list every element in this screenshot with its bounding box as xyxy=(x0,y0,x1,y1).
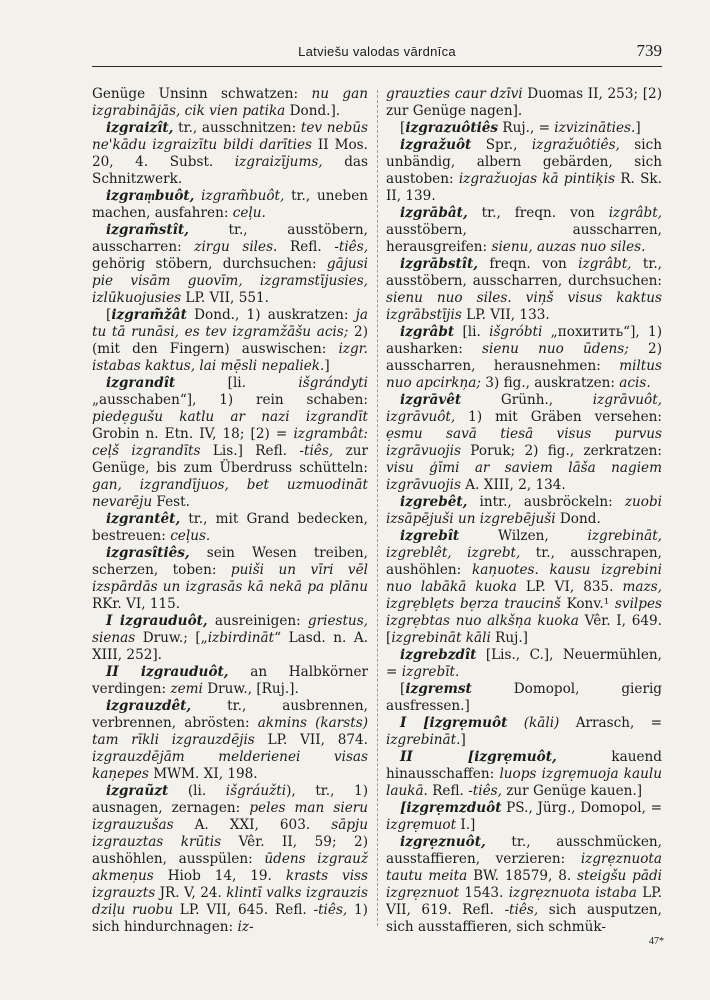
headword: izgram̃žât xyxy=(111,307,187,323)
entry-text: intr., ausbröckeln: xyxy=(467,494,625,510)
dictionary-entry xyxy=(386,256,662,324)
entry-text: ] xyxy=(635,120,641,136)
example-text: izgražuôtiês, xyxy=(531,137,620,153)
dictionary-entry xyxy=(386,647,662,681)
entry-text: Dond., 1) auskratzen: xyxy=(186,307,356,323)
example-text: piedẹgušu katlu ar nazi izgrandīt xyxy=(92,409,368,425)
entry-text: an Halbkörner verdingen: xyxy=(92,664,368,697)
example-text: grauzties caur dzīvi xyxy=(386,86,523,102)
headword: izgram̃stît, xyxy=(106,222,189,238)
dictionary-entry xyxy=(386,749,662,800)
entry-text: das Schnitzwerk. xyxy=(92,154,368,187)
example-text: svilpes izgrẹbtas nuo alkšņa kuoka xyxy=(386,596,662,629)
example-text: -tiês, xyxy=(334,239,369,255)
entry-text: 1) mit Gräben versehen: xyxy=(455,409,662,425)
entry-text: R. Sk. II, 139. xyxy=(386,171,662,204)
example-text: gan, izgrandījuos, bet uzmuodināt nevarēju xyxy=(92,477,368,510)
example-text: zemi xyxy=(170,681,203,697)
example-text: sienu nuo ūdens; xyxy=(482,341,629,357)
entry-text: Fest. xyxy=(152,494,190,510)
entry-text: ] xyxy=(460,732,466,748)
entry-text: MWM. XI, 198. xyxy=(148,766,258,782)
entry-text: A. XIII, 2, 134. xyxy=(460,477,566,493)
example-text: acis. xyxy=(619,375,651,391)
dictionary-entry xyxy=(386,681,662,715)
entry-text: zur Genüge, bis zum Überdruss schütteln: xyxy=(92,443,368,476)
entry-text: tr., ausstöbern, ausscharren, durchsuchen: xyxy=(386,256,662,289)
dictionary-entry xyxy=(386,137,662,205)
entry-text: [li. xyxy=(175,375,299,391)
example-text: izgrâbt, xyxy=(608,205,662,221)
example-text: visu ģīmi ar saviem lāša nagiem izgrāvuojis xyxy=(386,460,662,493)
example-text: ceļus. xyxy=(170,528,211,544)
entry-text: ] xyxy=(324,358,330,374)
entry-text: [Lis., C.], Neuermühlen, = xyxy=(386,647,662,680)
entry-text: [ xyxy=(400,120,406,136)
dictionary-entry xyxy=(92,783,368,936)
example-text: gājusi pie visām guovīm, izgramstījusies, izlūkuojusies xyxy=(92,256,368,306)
example-text: izvizināties. xyxy=(554,120,636,136)
entry-text: sein Wesen treiben, scherzen, toben: xyxy=(92,545,368,578)
entry-text: Arrasch, = xyxy=(559,715,662,731)
headword: izgrābstît, xyxy=(400,256,478,272)
entry-text: Duomas II, 253; [2) zur Genüge nagen]. xyxy=(386,86,662,119)
headword: izgražuôt xyxy=(400,137,472,153)
example-text: -tiês, xyxy=(299,443,334,459)
example-text: klintī valks izgrauzis dziļu ruobu xyxy=(92,885,368,918)
dictionary-entry xyxy=(386,834,662,936)
entry-text: PS., Jürg., Domopol, = xyxy=(501,800,662,816)
example-text: sāpju izgrauztas krūtis xyxy=(92,817,368,850)
example-text: luops izgrẹmuoja kaulu laukā. xyxy=(386,766,662,799)
entry-text: gehörig stöbern, durchsuchen: xyxy=(92,256,327,272)
example-text: tev nebūs ne'kādu izgraizītu bildi darīties xyxy=(92,120,368,153)
headword: izgrasîtiês, xyxy=(106,545,190,561)
example-text: steigšu pādi izgrẹznuot xyxy=(386,868,662,901)
entry-text: BW. 18579, 8. xyxy=(467,868,578,884)
entry-text: LP. VII, 645. Refl. xyxy=(173,902,314,918)
dictionary-entry xyxy=(92,120,368,188)
example-text: nu gan izgrabinājās, cik vien patika xyxy=(92,86,368,119)
dictionary-entry xyxy=(386,205,662,256)
example-text: izgrauzdējām melderienei visas kaņepes xyxy=(92,749,368,782)
example-text: išgróbti xyxy=(489,324,543,340)
dictionary-entry xyxy=(92,545,368,613)
column-divider xyxy=(368,86,386,946)
headword: izgraizît, xyxy=(106,120,174,136)
entry-text: LP. VII, 619. Refl. xyxy=(386,885,663,918)
entry-text: Spr., xyxy=(471,137,532,153)
entry-text: Dond. xyxy=(555,511,601,527)
entry-text: Dond.]. xyxy=(285,103,341,119)
example-text: ja tu tā runāsi, es tev izgramžāšu acis; xyxy=(92,307,368,340)
example-text: sienu nuo siles. viņš visus kaktus izgrābstījis xyxy=(386,290,662,323)
example-text: izgram̃buôt, xyxy=(201,188,285,204)
dictionary-entry xyxy=(386,324,662,392)
example-text: -tiês, xyxy=(468,783,502,799)
dictionary-entry xyxy=(92,86,368,120)
example-text: peles man sieru izgrauzušas xyxy=(92,800,368,833)
example-text: kaņuotes. kausu izgrebini nuo labākā kuoka xyxy=(386,562,663,595)
entry-text: LP. VII, 133. xyxy=(461,307,550,323)
dictionary-entry xyxy=(386,800,662,834)
entry-text: Ruj.] xyxy=(490,630,528,646)
example-text: (kāli) xyxy=(523,715,560,731)
dictionary-columns xyxy=(92,86,662,946)
headword: I [izgrẹmuôt xyxy=(400,715,508,731)
example-text: izbirdināt xyxy=(207,630,275,646)
example-text: ẹsmu savā tiesā visus purvus izgrāvuojis xyxy=(386,426,662,459)
example-text: zuobi izsāpējuši un izgrebējuši xyxy=(386,494,662,527)
entry-text: 3) fig., auskratzen: xyxy=(480,375,620,391)
dictionary-entry xyxy=(386,528,662,647)
example-text: išgráužti xyxy=(225,783,287,799)
example-text: ūdens izgrauž akmeņus xyxy=(92,851,368,884)
entry-text: tr., ausschmücken, ausstaffieren, verzieren: xyxy=(386,834,662,867)
headword: II izgrauduôt, xyxy=(106,664,229,680)
entry-text: tr., freqn. von xyxy=(467,205,609,221)
headword: I izgrauduôt, xyxy=(106,613,208,629)
example-text: išgrándyti xyxy=(298,375,368,391)
entry-text: Hiob 14, 19. xyxy=(153,868,286,884)
entry-text: Lis.] Refl. xyxy=(200,443,300,459)
example-text: iz- xyxy=(237,919,254,935)
page-header xyxy=(92,40,662,67)
headword: izgrandît xyxy=(106,375,176,391)
example-text: izgrambât: ceļš izgrandīts xyxy=(92,426,368,459)
entry-text: Grünh., xyxy=(461,392,593,408)
printer-signature-mark: 47* xyxy=(649,936,664,947)
entry-text: Genüge Unsinn schwatzen: xyxy=(92,86,312,102)
entry-text: I.] xyxy=(456,817,476,833)
example-text: izgraizījums, xyxy=(234,154,323,170)
entry-text: kauend hinausschaffen: xyxy=(386,749,662,782)
example-text: izgrāvuôt, izgrāvuôt, xyxy=(386,392,662,425)
entry-text: sich ausputzen, sich ausstaffieren, sich schmük- xyxy=(386,902,662,935)
dictionary-entry xyxy=(92,222,368,307)
entry-text: Refl. xyxy=(277,239,335,255)
example-text: izgrebināt kāli xyxy=(391,630,491,646)
example-text: griestus, sienas xyxy=(92,613,368,646)
entry-text: LP. VII, 551. xyxy=(181,290,269,306)
example-text: izgr. istabas kaktus, lai mẹ̄sli nepaliek. xyxy=(92,341,368,374)
entry-text: Druw.; [„ xyxy=(135,630,208,646)
entry-text: 2) (mit den Fingern) auswischen: xyxy=(92,324,369,357)
example-text: mazs, izgrẹblẹts bẹrza traucinš xyxy=(386,579,662,612)
right-column xyxy=(386,86,662,946)
dictionary-entry xyxy=(386,494,662,528)
example-text: akmins (karsts) tam rīkli izgrauzdējis xyxy=(92,715,368,748)
headword: izgrābât, xyxy=(400,205,468,221)
example-text: -tiês, xyxy=(313,902,348,918)
entry-text: sich unbändig, albern gebärden, sich austoben: xyxy=(386,137,662,187)
entry-text: tr., ausschrapen, aushöhlen: xyxy=(386,545,662,578)
dictionary-entry xyxy=(92,664,368,698)
entry-text: Ruj., = xyxy=(498,120,555,136)
headword: izgrâbt xyxy=(400,324,455,340)
example-text: zirgu siles. xyxy=(194,239,278,255)
dictionary-entry xyxy=(386,392,662,494)
example-text: miltus nuo apcirkņa; xyxy=(386,358,662,391)
example-text: izgrebināt, izgreblêt, izgrebt, xyxy=(386,528,662,561)
dictionary-entry xyxy=(386,715,662,749)
headword: izgrāvêt xyxy=(400,392,462,408)
entry-text: ), tr., 1) ausnagen, zernagen: xyxy=(92,783,368,816)
running-title: Latviešu valodas vārdnīca xyxy=(298,44,456,59)
entry-text: LP. VI, 835. xyxy=(516,579,623,595)
entry-text: A. XXI, 603. xyxy=(173,817,332,833)
dictionary-entry xyxy=(92,375,368,511)
entry-text: „похитить“], 1) ausharken: xyxy=(386,324,663,357)
headword: izgrantêt, xyxy=(106,511,181,527)
example-text: -tiês, xyxy=(504,902,539,918)
entry-text: Druw., [Ruj.]. xyxy=(202,681,299,697)
entry-text: tr., mit Grand bedecken, bestreuen: xyxy=(92,511,368,544)
entry-text: Refl. xyxy=(427,783,469,799)
headword: izgrebzdît xyxy=(400,647,477,663)
entry-text: tr., ausbrennen, verbrennen, abrösten: xyxy=(92,698,368,731)
entry-text: Wilzen, xyxy=(459,528,588,544)
headword: izgrauzdêt, xyxy=(106,698,192,714)
entry-text: [ xyxy=(400,681,406,697)
example-text: izgrẹznuota tautu meita xyxy=(386,851,662,884)
entry-text: Vêr. I, 649. [ xyxy=(386,613,662,646)
headword: izgrẹznuôt, xyxy=(400,834,486,850)
left-column xyxy=(92,86,368,946)
example-text: izgrâbt, xyxy=(578,256,632,272)
example-text: puiši un vīri vēl izspārdās un izgrasās kā nekā pa plānu xyxy=(92,562,368,595)
dictionary-entry xyxy=(92,698,368,783)
entry-text: JR. V, 24. xyxy=(155,885,227,901)
headword: izgramͅbuôt, xyxy=(106,188,195,204)
entry-text: [li. xyxy=(454,324,490,340)
entry-text: tr., uneben machen, ausfahren: xyxy=(92,188,368,221)
entry-text: LP. VII, 874. xyxy=(254,732,368,748)
headword: izgraũzt xyxy=(106,783,169,799)
entry-text: 1) sich hindurchnagen: xyxy=(92,902,368,935)
entry-text: Grobin n. Etn. IV, 18; [2) = xyxy=(92,426,294,442)
headword: izgremst xyxy=(405,681,472,697)
entry-text: II Mos. 20, 4. Subst. xyxy=(92,137,368,170)
entry-text: Domopol, gierig ausfressen.] xyxy=(386,681,662,714)
entry-text xyxy=(507,715,523,731)
headword: izgrebêt, xyxy=(400,494,468,510)
dictionary-entry xyxy=(92,511,368,545)
example-text: krasts viss izgrauzts xyxy=(92,868,368,901)
entry-text: [ xyxy=(106,307,112,323)
example-text: izgražuojas kā pintiķis xyxy=(458,171,616,187)
dictionary-entry xyxy=(386,120,662,137)
headword: izgrazuôtiês xyxy=(405,120,499,136)
entry-text: Konv.¹ xyxy=(560,596,615,612)
example-text: izgrebināt. xyxy=(386,732,461,748)
entry-text: tr., ausstöbern, ausscharren: xyxy=(92,222,368,255)
entry-text: “ Lasd. n. A. XIII, 252]. xyxy=(92,630,368,663)
entry-text: freqn. von xyxy=(477,256,579,272)
entry-text: ausreinigen: xyxy=(207,613,308,629)
example-text: izgrebīt. xyxy=(401,664,460,680)
headword: [izgrẹmzduôt xyxy=(400,800,502,816)
dictionary-entry xyxy=(92,188,368,222)
entry-text: zur Genüge kauen.] xyxy=(501,783,642,799)
entry-text: 2) ausscharren, herausnehmen: xyxy=(386,341,663,374)
entry-text: Poruk; 2) fig., zerkratzen: xyxy=(460,443,662,459)
entry-text: Vêr. II, 59; 2) aushöhlen, ausspülen: xyxy=(92,834,368,867)
example-text: ceļu. xyxy=(232,205,266,221)
headword: II [izgrẹmuôt, xyxy=(400,749,557,765)
entry-text: „ausschaben“], 1) rein schaben: xyxy=(92,392,368,408)
example-text: izgrẹznuota istaba xyxy=(508,885,637,901)
example-text: sienu, auzas nuo siles. xyxy=(491,239,646,255)
dictionary-entry xyxy=(92,307,368,375)
entry-text: ausstöbern, ausscharren, herausgreifen: xyxy=(386,222,662,255)
dictionary-entry xyxy=(386,86,662,120)
headword: izgrebît xyxy=(400,528,460,544)
entry-text: 1543. xyxy=(459,885,509,901)
dictionary-entry xyxy=(92,613,368,664)
entry-text: tr., ausschnitzen: xyxy=(173,120,301,136)
example-text: izgrẹmuot xyxy=(386,817,457,833)
entry-text: (li. xyxy=(168,783,226,799)
entry-text: RKr. VI, 115. xyxy=(92,596,181,612)
page-number: 739 xyxy=(636,41,662,60)
